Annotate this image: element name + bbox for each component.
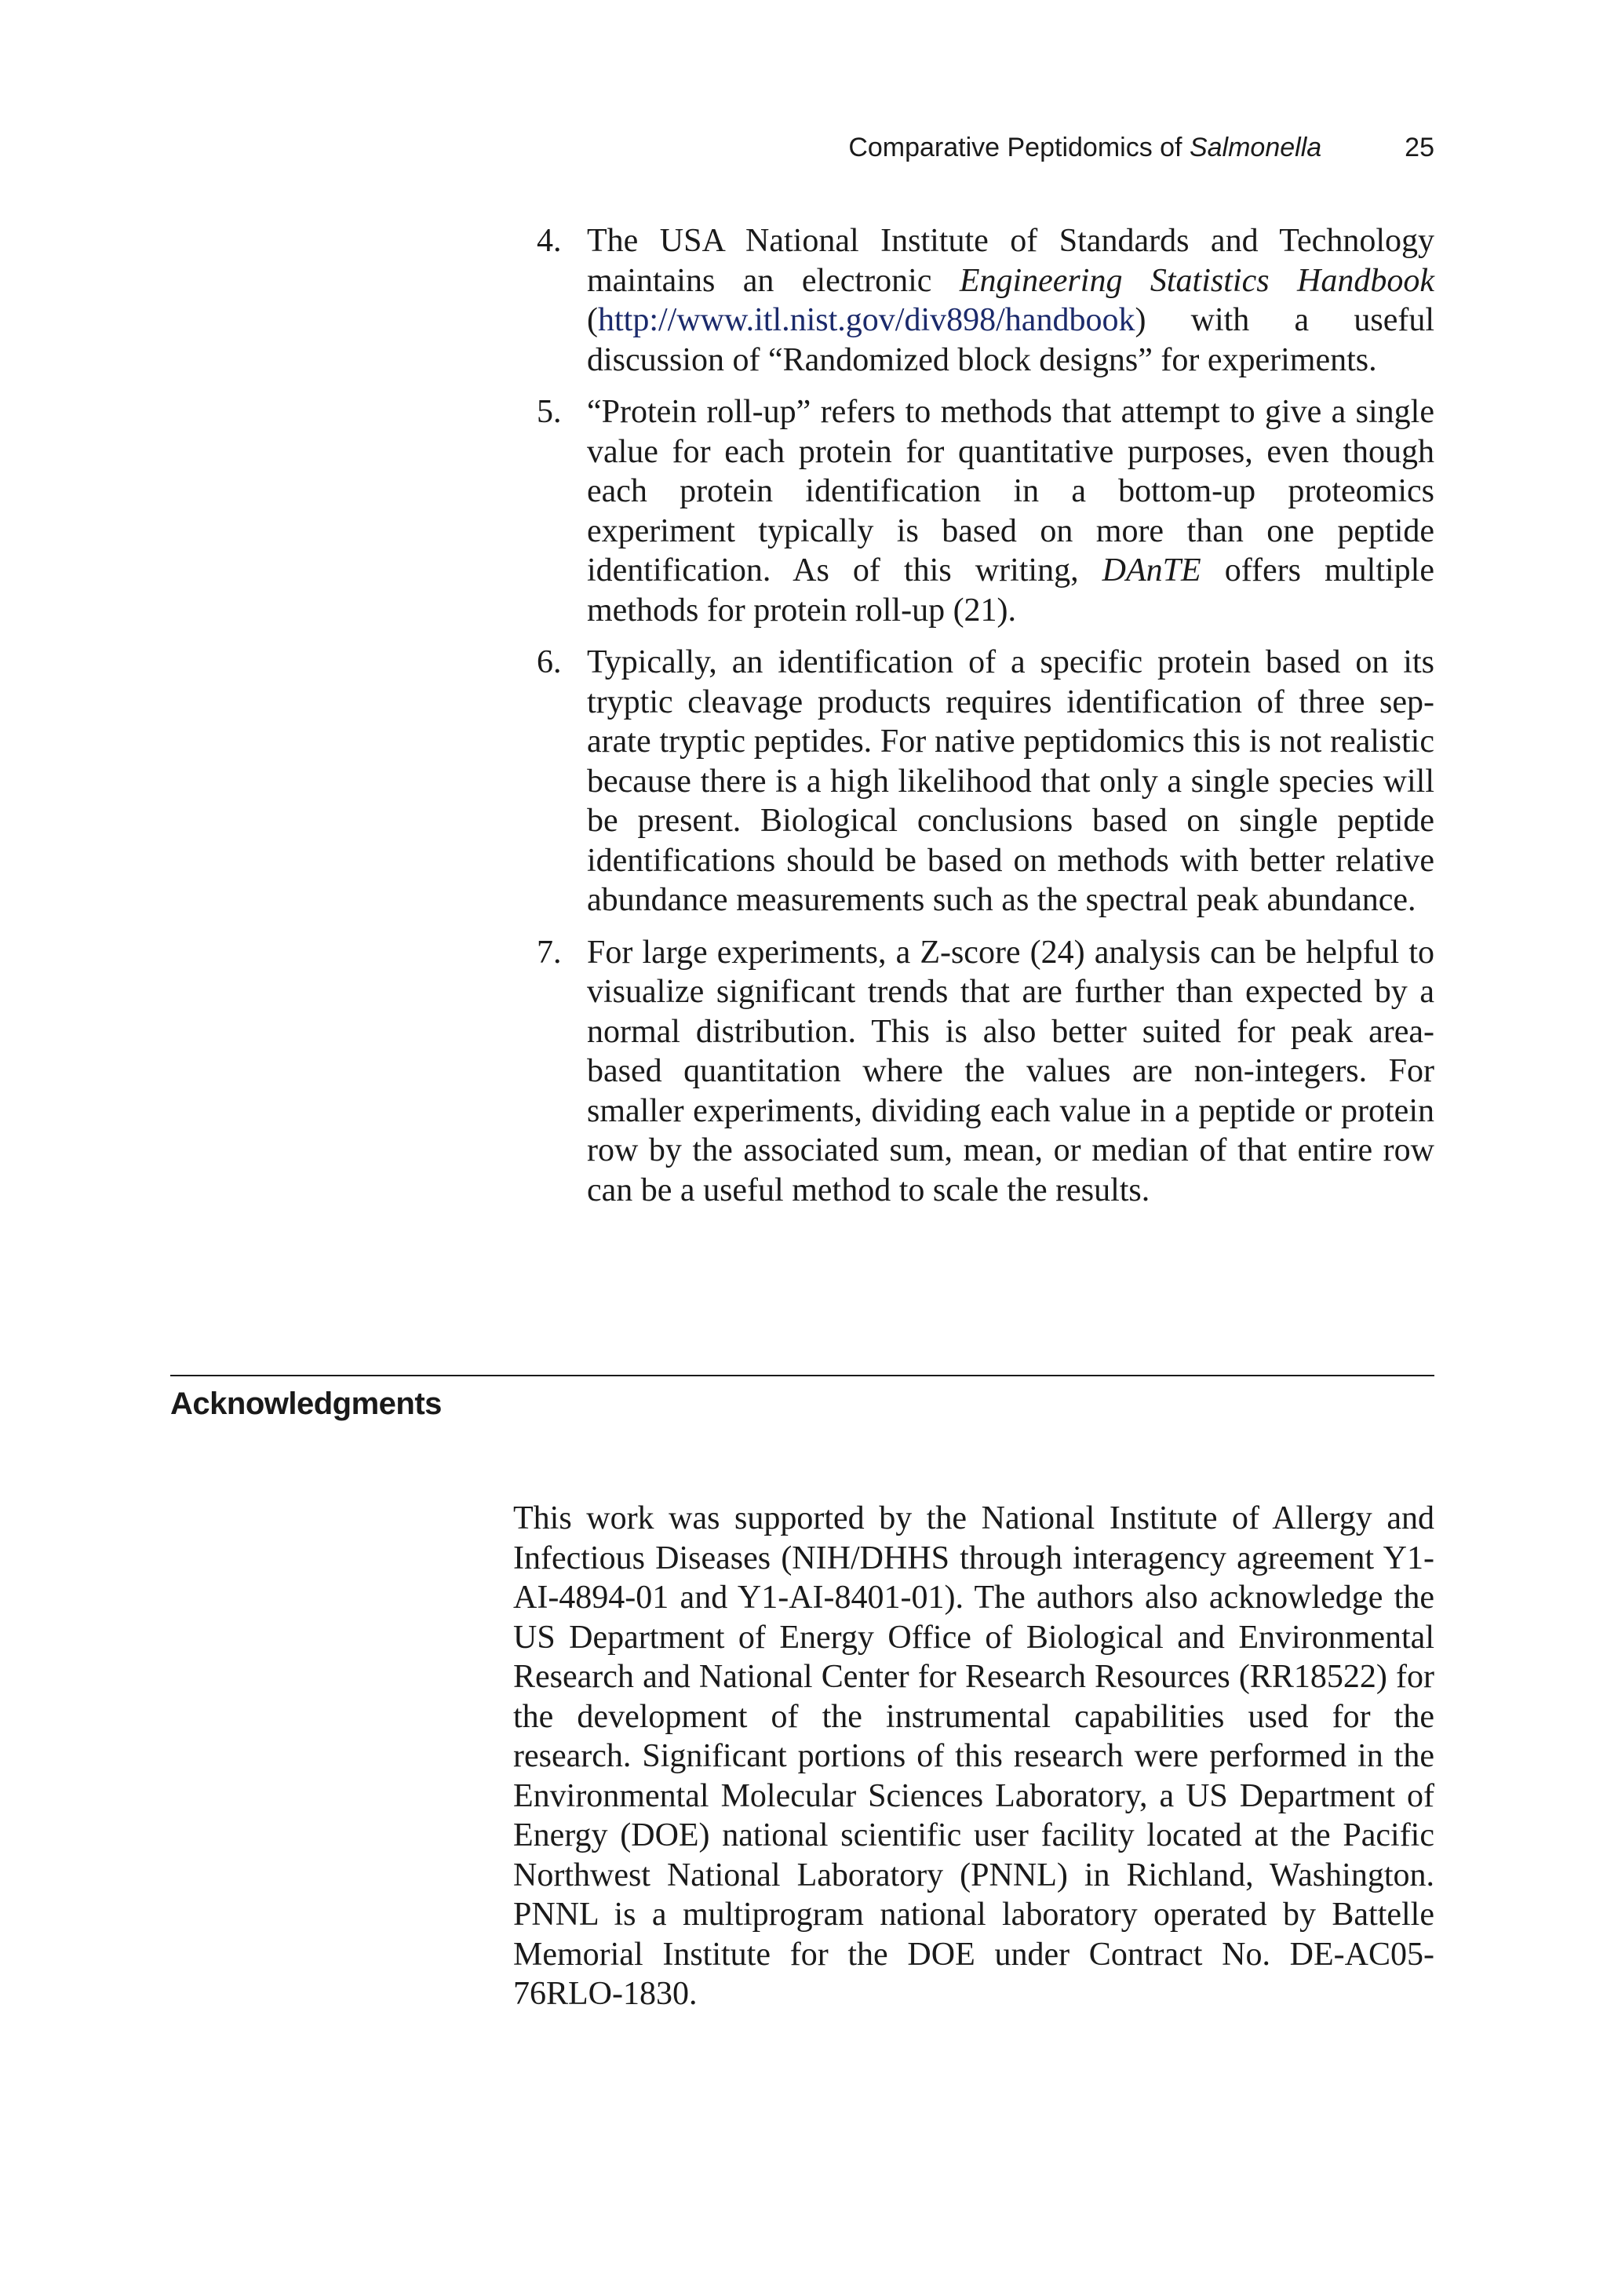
note-number: 4. xyxy=(537,223,562,259)
note-item-5: 5. “Protein roll-up” refers to methods that attempt to give a single value for each protein for quantitative purposes, even though each protein identification in a bottom-up proteomics experiment typically is based on more than one peptide identification. As of this writing, DAnTE offers multiple methods for protein roll-up (21). xyxy=(537,394,1434,629)
note-item-6: 6. Typically, an identification of a specific protein based on its tryptic cleavage products requires identification of three separate tryptic peptides. For native peptidomics this is not realistic because there is a high likelihood that only a single species will be present. Biological conclusions based on single peptide identifications should be based on methods with better relative abundance measurements such as the spectral peak abundance. xyxy=(537,644,1434,918)
handbook-link[interactable]: http://www.itl.nist.gov/div898/handbook xyxy=(598,302,1135,338)
note-item-7: 7. For large experiments, a Z-score (24) analysis can be helpful to visualize significant trends that are further than expected by a normal distribution. This is also better suited for peak area-based quantitation where the values are non-integers. For smaller experiments, dividing each value in a peptide or protein row by the associated sum, mean, or median of that entire row can be a useful method to scale the results. xyxy=(537,934,1434,1208)
running-head-title: Comparative Peptidomics of Salmonella xyxy=(848,133,1322,162)
section-divider xyxy=(170,1375,1434,1376)
note-item-4: 4. The USA National Institute of Standards and Technology maintains an electronic Engineering Statistics Handbook (http://www.itl.nist.gov/div898/handbook) with a useful discussion of “Randomized block designs” for experiments. xyxy=(537,223,1434,378)
note-number: 7. xyxy=(537,934,562,971)
software-name: DAnTE xyxy=(1102,552,1201,589)
acknowledgments-paragraph: This work was supported by the National Institute of Allergy and Infectious Diseases (NIH/DHHS through interagency agreement Y1-AI-4894-01 and Y1-AI-8401-01). The authors also acknowledge the US Department of Energy Office of Biological and Environmental Research and National Center for Research Resources (RR18522) for the development of the instrumental capabilities used for the research. Significant portions of this research were performed in the Environmental Molecular Sciences Laboratory, a US Department of Energy (DOE) national scientific user facility located at the Pacific Northwest National Laboratory (PNNL) in Richland, Washington. PNNL is a multiprogram national laboratory operated by Battelle Memorial Institute for the DOE under Contract No. DE-AC05-76RLO-1830. xyxy=(513,1500,1434,2012)
handbook-title: Engineering Statistics Handbook xyxy=(959,262,1434,299)
running-head xyxy=(0,132,1434,163)
running-head-italic: Salmonella xyxy=(1189,133,1322,162)
page-number: 25 xyxy=(1405,133,1434,162)
notes-list xyxy=(537,221,1434,1223)
note-number: 6. xyxy=(537,644,562,680)
note-number: 5. xyxy=(537,394,562,430)
section-heading: Acknowledgments xyxy=(170,1387,442,1421)
